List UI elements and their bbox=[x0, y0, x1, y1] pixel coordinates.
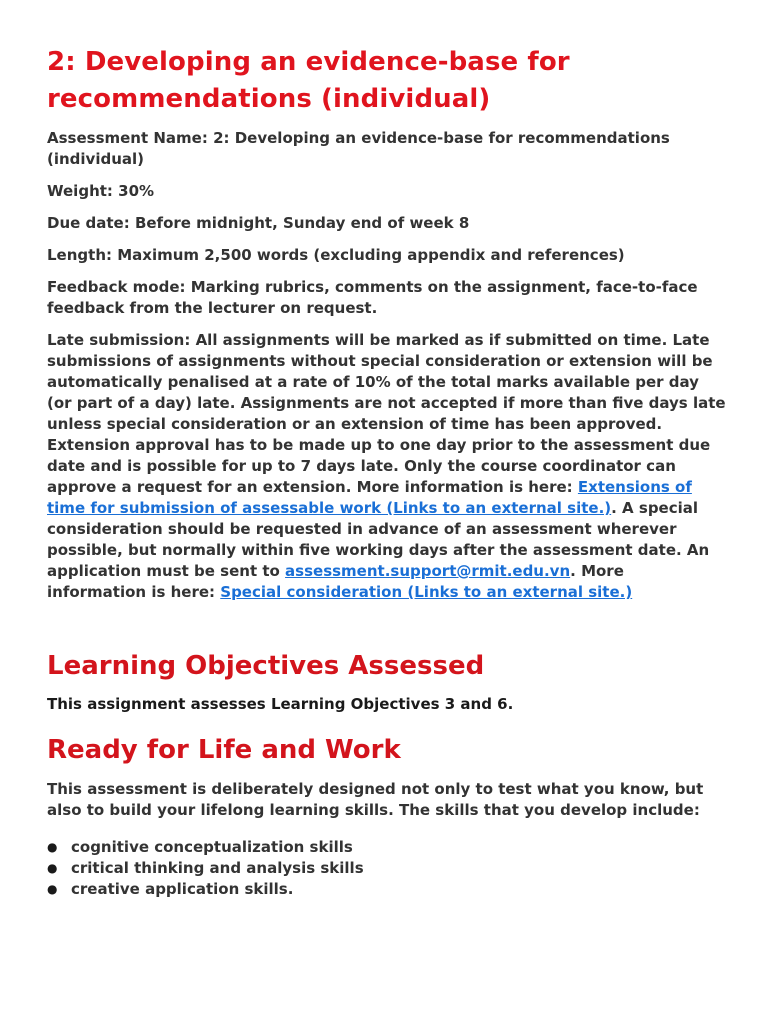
assessment-support-email-link[interactable]: assessment.support@rmit.edu.vn bbox=[285, 562, 571, 580]
late-submission-text-2: . A special consideration should be requested in advance of an assessment wherever possible, but normally within five working days after the assessment date. An application must be sent to bbox=[47, 499, 710, 580]
late-submission-text-1: Late submission: All assignments will be marked as if submitted on time. Late submissions of assignments without special consideration or extension will be automatically penalised at a rate of 10% of the total marks available per day (or part of a day) late. Assignments are not accepted if more than five days late unless special consideration or an extension of time has been approved. Extension approval has to be made up to one day prior to the assessment due date and is possible for up to 7 days late. Only the course coordinator can approve a request for an extension. More information is here: bbox=[47, 331, 726, 496]
learning-objectives-heading: Learning Objectives Assessed bbox=[47, 651, 485, 681]
assessment-length: Length: Maximum 2,500 words (excluding appendix and references) bbox=[47, 246, 625, 264]
ready-for-life-text: This assessment is deliberately designed not only to test what you know, but also to build your lifelong learning skills. The skills that you develop include: bbox=[47, 780, 704, 819]
assessment-weight: Weight: 30% bbox=[47, 182, 155, 200]
feedback-mode: Feedback mode: Marking rubrics, comments on the assignment, face-to-face feedback from the lecturer on request. bbox=[47, 278, 698, 317]
ready-for-life-heading: Ready for Life and Work bbox=[47, 735, 401, 765]
bullet-icon: ● bbox=[47, 882, 58, 896]
list-item: ● critical thinking and analysis skills bbox=[47, 859, 364, 877]
list-item: ● cognitive conceptualization skills bbox=[47, 838, 353, 856]
assessment-name: Assessment Name: 2: Developing an evidence-base for recommendations (individual) bbox=[47, 129, 670, 168]
assessment-due-date: Due date: Before midnight, Sunday end of week 8 bbox=[47, 214, 470, 232]
page-title: 2: Developing an evidence-base for recommendations (individual) bbox=[47, 47, 570, 114]
learning-objectives-text: This assignment assesses Learning Objectives 3 and 6. bbox=[47, 695, 514, 713]
late-submission-policy bbox=[47, 330, 727, 603]
bullet-icon: ● bbox=[47, 861, 58, 875]
special-consideration-link[interactable]: Special consideration (Links to an external site.) bbox=[220, 583, 633, 601]
skills-list bbox=[47, 837, 727, 900]
document-page bbox=[47, 44, 727, 900]
late-submission-text-3: . More information is here: bbox=[47, 562, 624, 601]
bullet-icon: ● bbox=[47, 840, 58, 854]
extensions-link[interactable]: Extensions of time for submission of assessable work (Links to an external site.) bbox=[47, 478, 692, 517]
list-item: ● creative application skills. bbox=[47, 880, 294, 898]
